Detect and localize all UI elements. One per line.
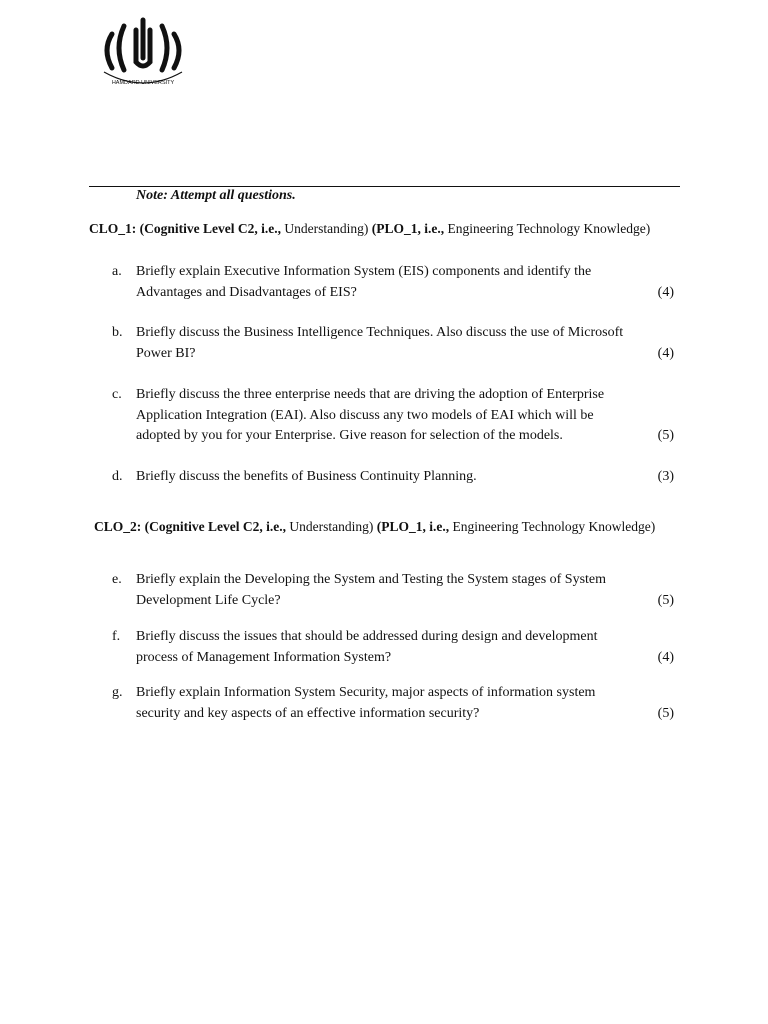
clo-2-cognitive: (Cognitive Level C2, i.e., bbox=[144, 519, 286, 534]
clo-1-heading bbox=[89, 221, 650, 237]
question-letter: e. bbox=[112, 572, 122, 587]
header-divider bbox=[89, 186, 680, 187]
question-b bbox=[112, 323, 676, 364]
question-marks: (5) bbox=[657, 592, 674, 608]
question-text: Briefly discuss the issues that should be addressed during design and development process of Management Information System? bbox=[136, 629, 598, 665]
question-marks: (5) bbox=[657, 428, 674, 443]
question-letter: a. bbox=[112, 264, 122, 279]
logo-text: HAMDARD UNIVERSITY bbox=[111, 80, 175, 86]
question-text: Briefly explain the Developing the System and Testing the System stages of System Development Life Cycle? bbox=[136, 572, 607, 608]
question-d bbox=[112, 467, 676, 488]
question-letter: c. bbox=[112, 387, 122, 402]
question-text: Briefly explain Information System Security, major aspects of information system security and key aspects of an effective information security? bbox=[136, 685, 596, 721]
question-text: Briefly discuss the Business Intelligence Techniques. Also discuss the use of Microsoft Power BI? bbox=[136, 325, 624, 361]
question-e bbox=[112, 570, 676, 611]
question-marks: (4) bbox=[657, 649, 674, 665]
clo-1-plo: (PLO_1, i.e., bbox=[371, 221, 445, 236]
question-marks: (4) bbox=[657, 345, 674, 361]
question-letter: f. bbox=[112, 629, 121, 644]
question-letter: g. bbox=[112, 685, 123, 700]
question-text: Briefly discuss the benefits of Business Continuity Planning. bbox=[136, 469, 477, 484]
clo-2-code: CLO_2: bbox=[94, 519, 142, 534]
university-logo bbox=[98, 12, 188, 90]
question-c bbox=[112, 385, 676, 447]
clo-1-code: CLO_1: bbox=[89, 221, 137, 236]
question-text: Briefly discuss the three enterprise needs that are driving the adoption of Enterprise Application Integration (EAI). Also discuss any two models of EAI which will be adopted by you for your Enterprise. Give reason for selection of the models. bbox=[136, 387, 605, 443]
question-g bbox=[112, 683, 676, 724]
clo-1-cognitive-value: Understanding) bbox=[284, 221, 369, 236]
clo-2-plo: (PLO_1, i.e., bbox=[376, 519, 450, 534]
clo-2-heading bbox=[94, 519, 655, 535]
question-a bbox=[112, 262, 676, 303]
clo-1-cognitive: (Cognitive Level C2, i.e., bbox=[139, 221, 281, 236]
question-marks: (3) bbox=[657, 469, 674, 484]
question-letter: b. bbox=[112, 325, 123, 340]
clo-2-plo-value: Engineering Technology Knowledge) bbox=[452, 519, 656, 534]
question-letter: d. bbox=[112, 469, 123, 484]
question-marks: (5) bbox=[657, 705, 674, 721]
question-marks: (4) bbox=[657, 284, 674, 300]
question-text: Briefly explain Executive Information System (EIS) components and identify the Advantages and Disadvantages of EIS? bbox=[136, 264, 592, 300]
clo-2-cognitive-value: Understanding) bbox=[289, 519, 374, 534]
instructions-note: Note: Attempt all questions. bbox=[136, 188, 296, 203]
clo-1-plo-value: Engineering Technology Knowledge) bbox=[447, 221, 651, 236]
question-f bbox=[112, 627, 676, 668]
